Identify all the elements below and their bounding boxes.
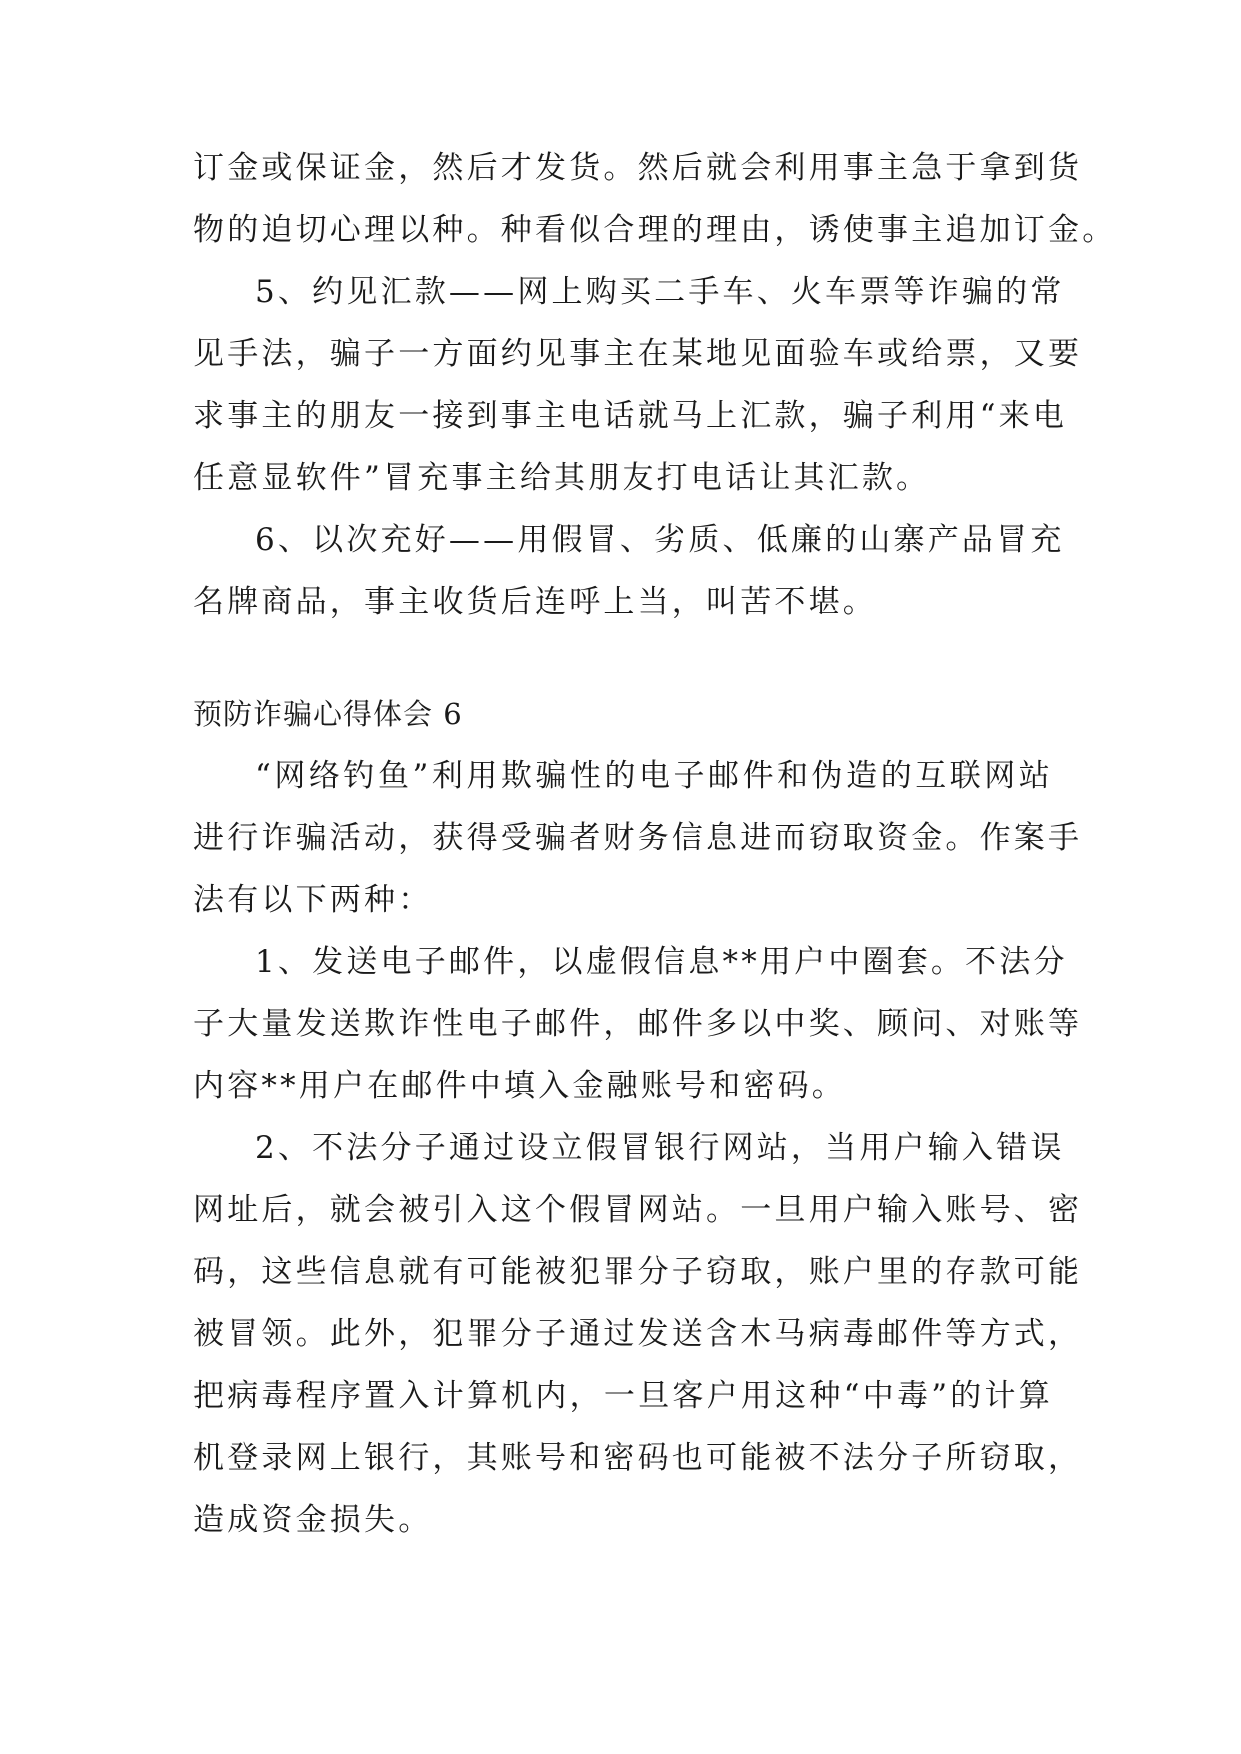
paragraph-line: 2、不法分子通过设立假冒银行网站，当用户输入错误	[255, 1130, 1065, 1166]
paragraph-line: 网址后，就会被引入这个假冒网站。一旦用户输入账号、密	[193, 1192, 1083, 1228]
paragraph-line: 1、发送电子邮件，以虚假信息**用户中圈套。不法分	[255, 944, 1068, 980]
section-heading: 预防诈骗心得体会 6	[193, 697, 463, 731]
paragraph-line: 进行诈骗活动，获得受骗者财务信息进而窃取资金。作案手	[193, 820, 1083, 856]
paragraph-line: 6、以次充好——用假冒、劣质、低廉的山寨产品冒充	[255, 522, 1065, 558]
paragraph-line: 法有以下两种：	[193, 882, 433, 918]
paragraph-line: 码，这些信息就有可能被犯罪分子窃取，账户里的存款可能	[193, 1254, 1083, 1290]
paragraph-line: 见手法，骗子一方面约见事主在某地见面验车或给票，又要	[193, 336, 1083, 372]
paragraph-line: 机登录网上银行，其账号和密码也可能被不法分子所窃取，	[193, 1440, 1083, 1476]
paragraph-line: 内容**用户在邮件中填入金融账号和密码。	[193, 1068, 846, 1104]
paragraph-line: 物的迫切心理以种。种看似合理的理由，诱使事主追加订金。	[193, 212, 1117, 248]
paragraph-line: 造成资金损失。	[193, 1502, 433, 1538]
paragraph-line: 5、约见汇款——网上购买二手车、火车票等诈骗的常	[255, 274, 1065, 310]
paragraph-line: 子大量发送欺诈性电子邮件，邮件多以中奖、顾问、对账等	[193, 1006, 1083, 1042]
paragraph-line: 被冒领。此外，犯罪分子通过发送含木马病毒邮件等方式，	[193, 1316, 1083, 1352]
paragraph-line: 名牌商品，事主收货后连呼上当，叫苦不堪。	[193, 584, 877, 620]
paragraph-line: 把病毒程序置入计算机内，一旦客户用这种“中毒”的计算	[193, 1378, 1053, 1414]
paragraph-line: 订金或保证金，然后才发货。然后就会利用事主急于拿到货	[193, 150, 1083, 186]
paragraph-line: 求事主的朋友一接到事主电话就马上汇款，骗子利用“来电	[193, 398, 1068, 434]
paragraph-line: 任意显软件”冒充事主给其朋友打电话让其汇款。	[193, 460, 931, 496]
paragraph-line: “网络钓鱼”利用欺骗性的电子邮件和伪造的互联网站	[255, 758, 1053, 794]
